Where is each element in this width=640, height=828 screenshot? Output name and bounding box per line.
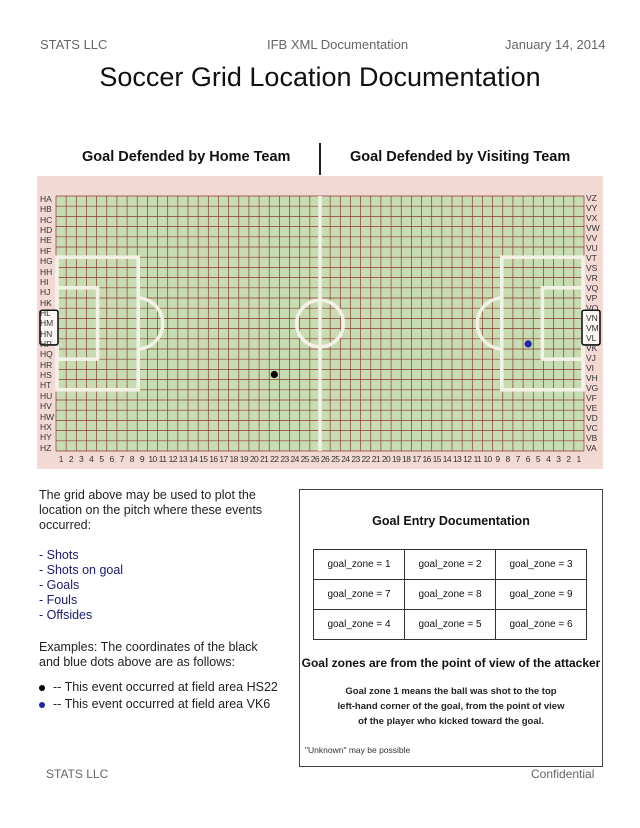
goal-zone-cell: goal_zone = 4	[314, 610, 405, 640]
row-label: VR	[586, 273, 598, 283]
column-label: 21	[260, 454, 269, 464]
column-label: 1	[576, 454, 582, 464]
goal-zone-row-bottom	[314, 610, 587, 640]
column-label: 21	[371, 454, 380, 464]
column-label: 22	[361, 454, 370, 464]
row-label: VE	[586, 403, 598, 413]
column-label: 7	[515, 454, 521, 464]
row-label: VL	[586, 333, 597, 343]
column-label: 9	[495, 454, 501, 464]
column-label: 23	[351, 454, 360, 464]
column-label: 22	[270, 454, 279, 464]
column-label: 15	[432, 454, 441, 464]
row-label: VT	[586, 253, 597, 263]
unknown-note: "Unknown" may be possible	[305, 745, 411, 755]
column-label: 5	[535, 454, 541, 464]
column-label: 13	[452, 454, 462, 464]
column-label: 5	[99, 454, 105, 464]
attacker-note: Goal zones are from the point of view of the attacker	[301, 656, 601, 670]
column-label: 16	[422, 454, 431, 464]
row-label: VD	[586, 413, 598, 423]
column-label: 11	[473, 454, 482, 464]
column-label: 23	[280, 454, 289, 464]
column-label: 17	[219, 454, 228, 464]
home-goal-title: Goal Defended by Home Team	[82, 149, 291, 165]
row-label: HS	[40, 370, 52, 381]
column-label: 18	[402, 454, 411, 464]
row-label: VA	[586, 443, 597, 453]
row-label: VK	[586, 343, 598, 353]
column-label: 6	[525, 454, 531, 464]
row-label: VB	[586, 433, 598, 443]
row-label: VX	[586, 213, 598, 223]
goal-zone-cell: goal_zone = 8	[405, 580, 496, 610]
row-label: HI	[40, 276, 49, 287]
row-label: VG	[586, 383, 599, 393]
column-label: 24	[290, 454, 299, 464]
row-label: HA	[40, 194, 52, 204]
column-label: 26	[320, 454, 330, 464]
column-label: 18	[229, 454, 238, 464]
event-list	[39, 548, 123, 623]
row-label: HW	[40, 411, 55, 422]
blue-dot	[525, 340, 532, 347]
row-label: HJ	[40, 287, 51, 298]
column-label: 16	[209, 454, 218, 464]
row-label: HC	[40, 214, 53, 225]
row-label: HP	[40, 339, 52, 350]
column-label: 7	[119, 454, 125, 464]
goal-zone-cell: goal_zone = 7	[314, 580, 405, 610]
column-label: 8	[505, 454, 511, 464]
row-label: VU	[586, 243, 598, 253]
example-blue-text: -- This event occurred at field area VK6	[53, 697, 271, 711]
example-black	[39, 680, 278, 694]
row-label: VV	[586, 233, 598, 243]
column-label: 3	[556, 454, 561, 464]
column-label: 25	[331, 454, 340, 464]
row-label: HY	[40, 432, 52, 443]
grid-intro-text: The grid above may be used to plot the location on the pitch where these events occurred:	[39, 488, 263, 532]
row-label: HX	[40, 421, 52, 432]
goal-zone-cell: goal_zone = 9	[496, 580, 587, 610]
column-label: 6	[109, 454, 115, 464]
row-label: HG	[40, 256, 53, 267]
row-label: HE	[40, 235, 52, 246]
column-label: 1	[58, 454, 64, 464]
column-label: 10	[148, 454, 157, 464]
black-dot	[271, 371, 278, 378]
column-label: 24	[341, 454, 350, 464]
blue-bullet-icon	[39, 702, 45, 708]
goal-zone-table	[313, 549, 587, 640]
row-label: HZ	[40, 442, 52, 453]
goal-zone-row-top	[314, 550, 587, 580]
row-label: VW	[586, 223, 600, 233]
column-label: 3	[79, 454, 84, 464]
column-label: 12	[463, 454, 472, 464]
pitch-grid	[37, 176, 603, 469]
goal-zone-cell: goal_zone = 6	[496, 610, 587, 640]
column-label: 12	[168, 454, 177, 464]
event-list-item-offsides: - Offsides	[39, 608, 93, 622]
goal-zone-row-middle	[314, 580, 587, 610]
example-blue	[39, 697, 270, 711]
header-company: STATS LLC	[40, 37, 108, 52]
row-label: HN	[40, 328, 53, 339]
footer-company: STATS LLC	[46, 767, 109, 781]
explanation-line: Goal zone 1 means the ball was shot to the top	[345, 686, 557, 697]
example-black-text: -- This event occurred at field area HS22	[53, 680, 278, 694]
row-label: HU	[40, 390, 53, 401]
column-label: 8	[129, 454, 135, 464]
column-label: 15	[199, 454, 208, 464]
goal-zone-cell: goal_zone = 5	[405, 610, 496, 640]
row-label: HQ	[40, 349, 53, 360]
row-label: HL	[40, 307, 51, 318]
visiting-goal-title: Goal Defended by Visiting Team	[350, 149, 571, 165]
column-label: 14	[442, 454, 452, 464]
column-label: 4	[89, 454, 94, 464]
pitch-grid-container	[37, 176, 603, 469]
column-label: 19	[392, 454, 401, 464]
explanation-line: left-hand corner of the goal, from the point of view	[337, 701, 565, 712]
goal-zone-cell: goal_zone = 3	[496, 550, 587, 580]
goal-zone-cell: goal_zone = 1	[314, 550, 405, 580]
goal-entry-box	[299, 489, 603, 767]
column-label: 14	[188, 454, 198, 464]
row-label: VP	[586, 293, 598, 303]
row-label: VQ	[586, 283, 599, 293]
goal-entry-title: Goal Entry Documentation	[372, 514, 530, 528]
black-bullet-icon	[39, 685, 45, 691]
row-label: VS	[586, 263, 598, 273]
row-label: HV	[40, 401, 52, 412]
column-label: 17	[412, 454, 421, 464]
row-label: HM	[40, 318, 54, 329]
row-label: VH	[586, 373, 598, 383]
column-label: 2	[68, 454, 74, 464]
row-label: HF	[40, 245, 52, 256]
row-label: HR	[40, 359, 53, 370]
column-label: 26	[310, 454, 320, 464]
column-label: 25	[300, 454, 309, 464]
column-label: 20	[249, 454, 259, 464]
row-label: VM	[586, 323, 599, 333]
column-label: 9	[139, 454, 145, 464]
title-divider	[319, 143, 321, 175]
event-list-item-goals: - Goals	[39, 578, 80, 592]
column-label: 19	[239, 454, 248, 464]
row-label: VN	[586, 313, 598, 323]
explanation-line: of the player who kicked toward the goal.	[358, 716, 544, 727]
row-label: HK	[40, 297, 52, 308]
row-label: HB	[40, 204, 52, 215]
examples-intro: Examples: The coordinates of the black and blue dots above are as follows:	[39, 640, 258, 669]
event-list-item-shots: - Shots	[39, 548, 79, 562]
row-label: HH	[40, 266, 53, 277]
column-label: 13	[178, 454, 188, 464]
row-label: VZ	[586, 193, 597, 203]
header-date: January 14, 2014	[505, 37, 606, 52]
page-title: Soccer Grid Location Documentation	[99, 62, 541, 92]
row-label: VJ	[586, 353, 596, 363]
row-label: HD	[40, 225, 53, 236]
row-label: VF	[586, 393, 597, 403]
row-label: HT	[40, 380, 52, 391]
goal-zone-explanation	[300, 684, 602, 729]
event-list-item-fouls: - Fouls	[39, 593, 78, 607]
row-label: VY	[586, 203, 598, 213]
column-label: 10	[483, 454, 492, 464]
column-label: 11	[158, 454, 167, 464]
column-label: 2	[566, 454, 572, 464]
row-label: VI	[586, 363, 595, 373]
header-doc-name: IFB XML Documentation	[267, 37, 409, 52]
row-label: VO	[586, 303, 599, 313]
goal-zone-cell: goal_zone = 2	[405, 550, 496, 580]
row-label: VC	[586, 423, 598, 433]
column-label: 20	[381, 454, 391, 464]
column-label: 4	[546, 454, 551, 464]
footer-confidential: Confidential	[531, 767, 595, 781]
event-list-item-shots-on-goal: - Shots on goal	[39, 563, 124, 577]
